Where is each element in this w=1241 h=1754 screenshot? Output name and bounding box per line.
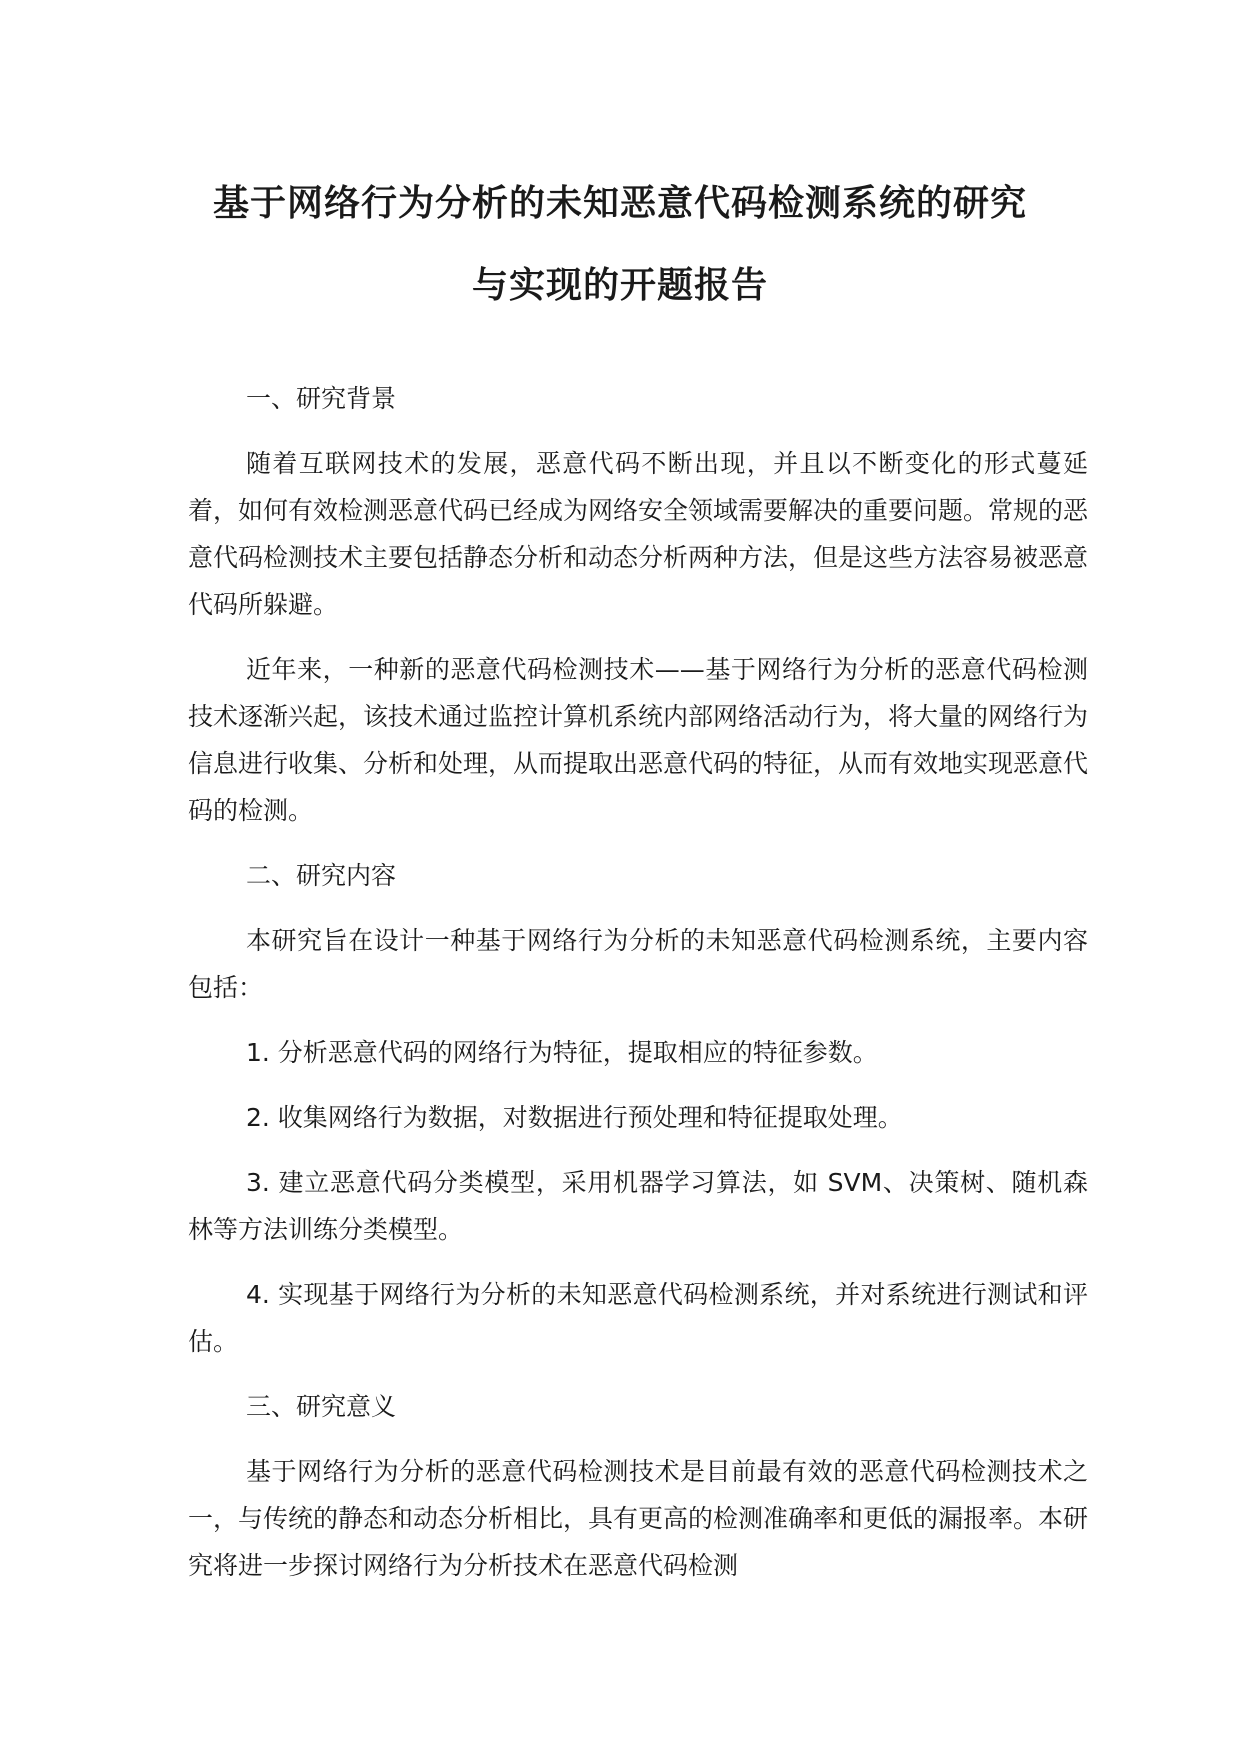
document-body bbox=[188, 375, 1088, 1607]
content-item-4: 4. 实现基于网络行为分析的未知恶意代码检测系统，并对系统进行测试和评估。 bbox=[188, 1280, 1088, 1356]
content-intro-paragraph: 本研究旨在设计一种基于网络行为分析的未知恶意代码检测系统，主要内容包括： bbox=[188, 926, 1088, 1002]
section-heading-significance: 三、研究意义 bbox=[246, 1392, 397, 1421]
content-item-2: 2. 收集网络行为数据，对数据进行预处理和特征提取处理。 bbox=[246, 1103, 903, 1132]
content-item-3: 3. 建立恶意代码分类模型，采用机器学习算法，如 SVM、决策树、随机森林等方法训练分类模型。 bbox=[188, 1168, 1088, 1244]
significance-paragraph-1: 基于网络行为分析的恶意代码检测技术是目前最有效的恶意代码检测技术之一，与传统的静态和动态分析相比，具有更高的检测准确率和更低的漏报率。本研究将进一步探讨网络行为分析技术在恶意代码检测 bbox=[188, 1457, 1089, 1580]
section-heading-background: 一、研究背景 bbox=[246, 384, 397, 413]
document-title-line-2: 与实现的开题报告 bbox=[471, 265, 768, 306]
content-item-1: 1. 分析恶意代码的网络行为特征，提取相应的特征参数。 bbox=[246, 1038, 878, 1067]
background-paragraph-1: 随着互联网技术的发展，恶意代码不断出现，并且以不断变化的形式蔓延着，如何有效检测恶意代码已经成为网络安全领域需要解决的重要问题。常规的恶意代码检测技术主要包括静态分析和动态分析两种方法，但是这些方法容易被恶意代码所躲避。 bbox=[188, 449, 1089, 619]
background-paragraph-2: 近年来，一种新的恶意代码检测技术——基于网络行为分析的恶意代码检测技术逐渐兴起，该技术通过监控计算机系统内部网络活动行为，将大量的网络行为信息进行收集、分析和处理，从而提取出恶意代码的特征，从而有效地实现恶意代码的检测。 bbox=[188, 655, 1089, 825]
section-heading-content: 二、研究内容 bbox=[246, 861, 397, 890]
document-title-line-1: 基于网络行为分析的未知恶意代码检测系统的研究 bbox=[212, 183, 1027, 224]
